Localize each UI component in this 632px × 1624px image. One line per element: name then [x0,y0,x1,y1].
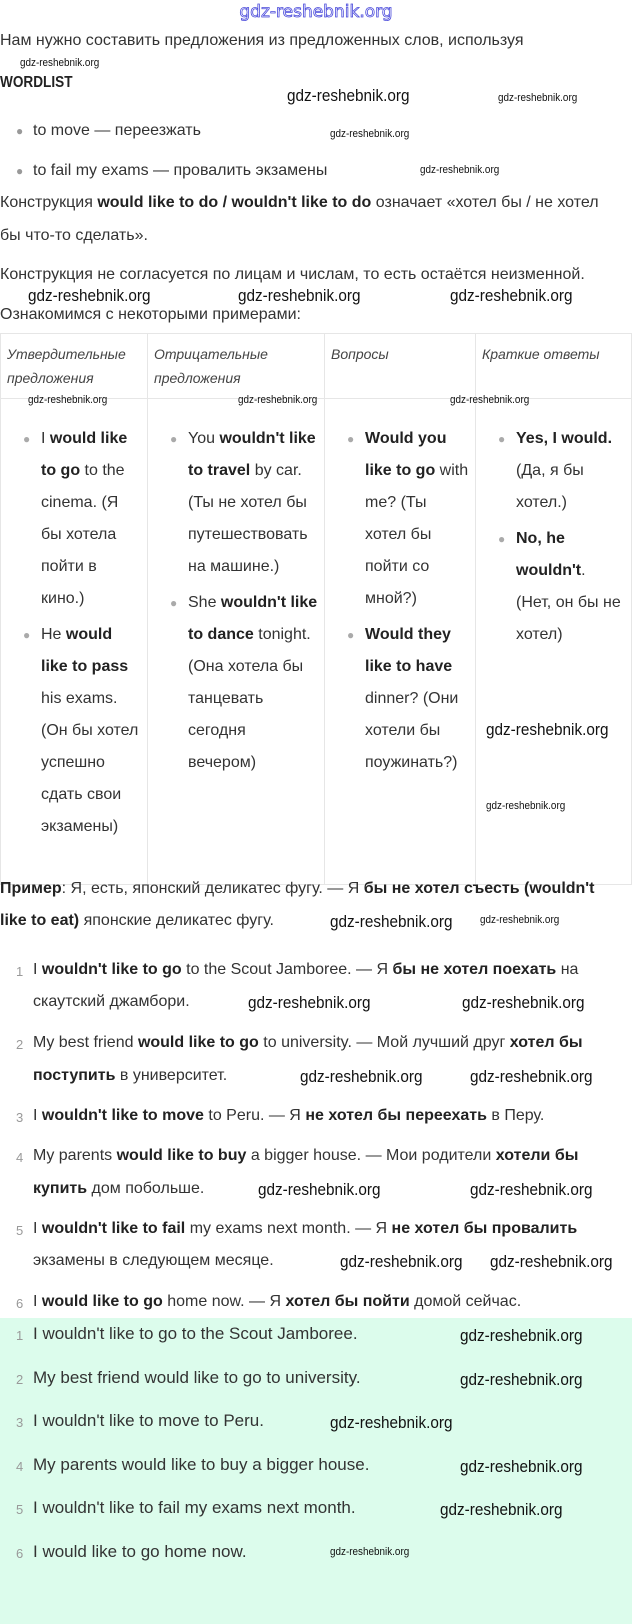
text-segment: I [33,1293,42,1310]
cell-item: ● You wouldn't like to travel by car. (Ты не хотел бы путешествовать на машине.) [170,430,316,575]
bold-phrase: would like to buy [116,1147,247,1164]
cell-item: ● Yes, I would. (Да, я бы хотел.) [498,430,613,511]
watermark-text: gdz-reshebnik.org [330,912,453,931]
bold-phrase: не хотел бы провалить [391,1220,578,1237]
task-line [33,1252,274,1270]
watermark-text: gdz-reshebnik.org [258,1180,381,1199]
watermark-text: gdz-reshebnik.org [498,92,578,104]
watermark-text: gdz-reshebnik.org [248,993,371,1012]
task-number: 1 [16,964,24,979]
answer-text: I wouldn't like to fail my exams next month. [33,1498,356,1517]
text-segment: to the Scout Jamboree. — Я [181,961,393,978]
intro-text: Нам нужно составить предложения из предложенных слов, используя [0,32,524,49]
note-text: Конструкция не согласуется по лицам и числам, то есть остаётся неизменной. [0,266,585,283]
text-segment: на [556,961,579,978]
text-segment: бы что-то сделать». [0,227,148,244]
bold-phrase: хотел бы [509,1034,583,1051]
task-line [33,1220,577,1238]
site-watermark-header[interactable]: gdz-reshebnik.org [239,2,393,22]
bold-phrase: хотел бы пойти [285,1293,410,1310]
bold-phrase: No, he wouldn't [516,530,582,579]
bold-phrase: wouldn't like to go [41,961,182,978]
cell-text [516,430,612,511]
answer-number: 1 [16,1328,24,1343]
watermark-text: gdz-reshebnik.org [490,1252,613,1271]
bold-phrase: хотели бы [495,1147,579,1164]
answer-text: I wouldn't like to move to Peru. [33,1411,264,1430]
cell-text [41,626,138,835]
text-segment: I [33,1107,42,1124]
answer-text: My parents would like to buy a bigger house. [33,1455,370,1474]
text-segment: home now. — Я [162,1293,286,1310]
watermark-text: gdz-reshebnik.org [460,1326,583,1345]
text-segment: I [33,1220,42,1237]
watermark-text: gdz-reshebnik.org [330,128,410,140]
text-segment: to Peru. — Я [203,1107,306,1124]
text-segment: You [188,430,220,447]
watermark-text: gdz-reshebnik.org [340,1252,463,1271]
cell-item: ● She wouldn't like to dance tonight. (Она хотела бы танцевать сегодня вечером) [170,594,318,771]
watermark-text: gdz-reshebnik.org [460,1457,583,1476]
watermark-text: gdz-reshebnik.org [440,1500,563,1519]
text-segment: My parents [33,1147,117,1164]
bold-phrase: would like to go [41,1293,163,1310]
cell-text [41,430,127,607]
task-line [33,961,578,979]
task-number: 3 [16,1110,24,1125]
bold-phrase: would like to do / wouldn't like to do [97,194,372,211]
example-line [0,912,274,930]
construction-line [0,227,148,245]
watermark-text: gdz-reshebnik.org [462,993,585,1012]
cell-item: ● Would they like to have dinner? (Они хотели бы поужинать?) [347,626,459,771]
answer-number: 4 [16,1459,24,1474]
wordlist-item: to move — переезжать [33,122,201,139]
watermark-text: gdz-reshebnik.org [420,164,500,176]
bold-phrase: Пример [0,880,62,897]
watermark-text: gdz-reshebnik.org [20,57,100,69]
answer-number: 5 [16,1502,24,1517]
watermark-text: gdz-reshebnik.org [450,394,530,406]
wordlist-item: to fail my exams — провалить экзамены [33,162,328,179]
text-segment: домой сейчас. [409,1293,522,1310]
cell-item: ● I would like to go to the cinema. (Я бы хотела пойти в кино.) [23,430,128,607]
bold-phrase: бы не хотел съесть (wouldn't [363,880,595,897]
task-line [33,993,190,1011]
watermark-text: gdz-reshebnik.org [450,286,573,305]
watermark-text: gdz-reshebnik.org [287,86,410,105]
example-line [0,880,594,898]
task-line [33,1293,521,1311]
bold-phrase: would like to pass [41,626,129,675]
task-number: 5 [16,1223,24,1238]
bold-phrase: would like to go [41,430,128,479]
watermark-text: gdz-reshebnik.org [470,1180,593,1199]
text-segment: скаутский джамбори. [33,993,190,1010]
bold-phrase: wouldn't like to move [41,1107,204,1124]
text-segment: . (Нет, он бы не хотел) [516,562,621,643]
task-line [33,1034,583,1052]
task-number: 2 [16,1037,24,1052]
text-segment: I [41,430,50,447]
watermark-text: gdz-reshebnik.org [28,286,151,305]
cell-item: ● No, he wouldn't. (Нет, он бы не хотел) [498,530,621,643]
answer-text: I wouldn't like to go to the Scout Jamboree. [33,1324,358,1343]
bold-phrase: Would you like to go [365,430,447,479]
watermark-text: gdz-reshebnik.org [460,1370,583,1389]
bold-phrase: бы не хотел поехать [392,961,557,978]
answer-text: I would like to go home now. [33,1542,247,1561]
text-segment: дом побольше. [87,1180,205,1197]
text-segment: (Да, я бы хотел.) [516,462,584,511]
text-segment: a bigger house. — Мои родители [246,1147,496,1164]
text-segment: He [41,626,66,643]
bold-phrase: wouldn't like to dance [188,594,318,643]
watermark-text: gdz-reshebnik.org [238,286,361,305]
text-segment: his exams. (Он бы хотел успешно сдать свои экзамены) [41,690,139,835]
examples-intro: Ознакомимся с некоторыми примерами: [0,306,301,323]
bullet-icon: ● [16,164,24,178]
text-segment: to university. — Мой лучший друг [258,1034,510,1051]
cell-item: ● Would you like to go with me? (Ты хотел бы пойти со мной?) [347,430,469,607]
task-number: 6 [16,1296,24,1311]
bold-phrase: wouldn't like to travel [188,430,316,479]
text-segment: Конструкция [0,194,98,211]
task-number: 4 [16,1150,24,1165]
table-cell [1,399,148,885]
bold-phrase: не хотел бы переехать [305,1107,487,1124]
bullet-icon: ● [16,124,24,138]
answer-number: 2 [16,1372,24,1387]
text-segment: She [188,594,221,611]
bold-phrase: would like to go [137,1034,259,1051]
bold-phrase: like to eat) [0,912,80,929]
text-segment: японские деликатес фугу. [79,912,274,929]
text-segment: dinner? (Они хотели бы поужинать?) [365,690,459,771]
table-header-row [1,334,632,399]
cell-text [188,594,317,771]
watermark-text: gdz-reshebnik.org [300,1067,423,1086]
task-line [33,1067,227,1085]
text-segment: экзамены в следующем месяце. [33,1252,274,1269]
text-segment: : Я, есть, японский деликатес фугу. — Я [61,880,364,897]
bold-phrase: Would they like to have [365,626,453,675]
answer-number: 6 [16,1546,24,1561]
text-segment: to the cinema. (Я бы хотела пойти в кино.) [41,462,125,607]
text-segment: My best friend [33,1034,138,1051]
bold-phrase: Yes, I would. [516,430,613,447]
task-line [33,1180,204,1198]
task-line [33,1147,578,1165]
bold-phrase: wouldn't like to fail [41,1220,186,1237]
text-segment: tonight. (Она хотела бы танцевать сегодня вечером) [188,626,311,771]
header-negative: Отрицательные предложения [148,334,325,399]
cell-text [188,430,316,575]
construction-line [0,194,599,212]
watermark-text: gdz-reshebnik.org [28,394,108,406]
watermark-text: gdz-reshebnik.org [330,1413,453,1432]
header-affirmative: Утвердительные предложения [1,334,148,399]
bold-phrase: поступить [33,1067,116,1084]
text-segment: в Перу. [486,1107,545,1124]
text-segment: with me? (Ты хотел бы пойти со мной?) [365,462,469,607]
text-segment: my exams next month. — Я [185,1220,392,1237]
header-questions: Вопросы [325,334,476,399]
watermark-text: gdz-reshebnik.org [330,1546,410,1558]
watermark-text: gdz-reshebnik.org [480,914,560,926]
cell-text [365,626,458,771]
watermark-text: gdz-reshebnik.org [486,720,609,739]
watermark-text: gdz-reshebnik.org [238,394,318,406]
answer-text: My best friend would like to go to university. [33,1368,361,1387]
watermark-text: gdz-reshebnik.org [470,1067,593,1086]
watermark-text: gdz-reshebnik.org [486,800,566,812]
bold-phrase: купить [33,1180,88,1197]
text-segment: означает «хотел бы / не хотел [371,194,599,211]
table-cell [148,399,325,885]
task-line [33,1107,544,1125]
cell-text [516,530,621,643]
header-short-answers: Краткие ответы [476,334,632,399]
text-segment: в университет. [115,1067,228,1084]
cell-text [365,430,468,607]
text-segment: by car. (Ты не хотел бы путешествовать на машине.) [188,462,308,575]
wordlist-title: WORDLIST [0,74,73,91]
table-cell [325,399,476,885]
answer-number: 3 [16,1415,24,1430]
cell-item: ● He would like to pass his exams. (Он бы хотел успешно сдать свои экзамены) [23,626,139,835]
text-segment: I [33,961,42,978]
